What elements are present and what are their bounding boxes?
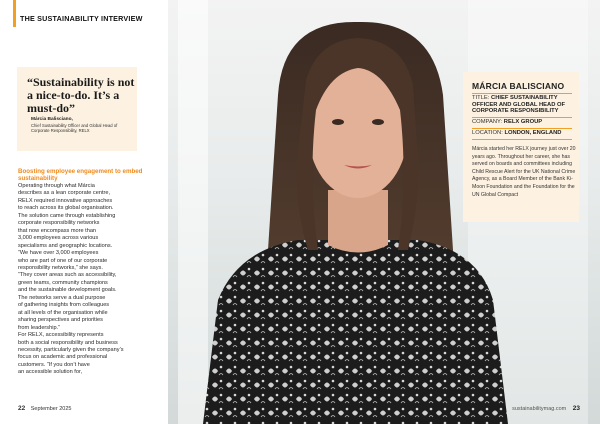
article-subheading: Boosting employee engagement to embed sustainability (18, 168, 143, 183)
section-header: THE SUSTAINABILITY INTERVIEW (20, 14, 143, 23)
profile-bio: Márcia started her RELX journey just over 20 years ago. Throughout her career, she has served on boards and committees including Child Rescue Alert for the UK National Crime Agency, as a Board Member of the Bank Ki-Moon Foundation and the Foundation for the UN Global Compact (472, 146, 576, 198)
pull-quote (17, 67, 137, 151)
site-url: sustainabilitymag.com (512, 406, 567, 412)
footer-left (18, 405, 71, 412)
quote-text: “Sustainability is not a nice-to-do. It’s a must-do” (27, 75, 135, 115)
issue-date: September 2025 (30, 406, 72, 412)
quote-author: Márcia Balisciano, (31, 117, 73, 122)
location-key: LOCATION: (472, 130, 503, 136)
company-value: RELX GROUP (503, 119, 543, 125)
footer-right (512, 405, 580, 412)
quote-author-role: Chief Sustainability Officer and Global Head of Corporate Responsibility, RELX (31, 123, 118, 133)
divider (472, 93, 572, 94)
page-number-left: 22 (18, 405, 26, 412)
profile-company (472, 119, 576, 126)
title-value: CHIEF SUSTAINABILITY OFFICER AND GLOBAL HEAD OF CORPORATE RESPONSIBILITY (472, 95, 566, 115)
left-page (0, 0, 168, 424)
profile-title (472, 95, 576, 115)
divider (472, 117, 572, 118)
profile-location (472, 130, 576, 137)
article-body: Operating through what Márcia describes as a lean corporate centre, RELX required innovative approaches to reach across its global organisation. The solution came through establishing corporate responsibility networks that now encompass more than 3,000 employees across various specialisms and geographic locations. “We have over 3,000 employees who are part of one of our corporate responsibility networks,” she says. “They cover areas such as accessibility, green teams, community champions and the sustainable development goals. The networks serve a dual purpose of gathering insights from colleagues at all levels of the organisation while sharing perspectives and priorities from leadership.” For RELX, accessibility represents both a social responsibility and business necessity, particularly given the company’s focus on academic and professional customers. “If you don’t have an accessible solution for, (18, 183, 124, 376)
location-value: LONDON, ENGLAND (504, 130, 562, 136)
divider (472, 128, 572, 129)
company-key: COMPANY: (472, 119, 503, 125)
page-number-right: 23 (572, 405, 580, 412)
profile-name: MÁRCIA BALISCIANO (472, 81, 565, 91)
divider (472, 139, 572, 140)
title-key: TITLE: (472, 95, 490, 101)
profile-card (463, 72, 579, 222)
accent-bar (13, 0, 16, 27)
